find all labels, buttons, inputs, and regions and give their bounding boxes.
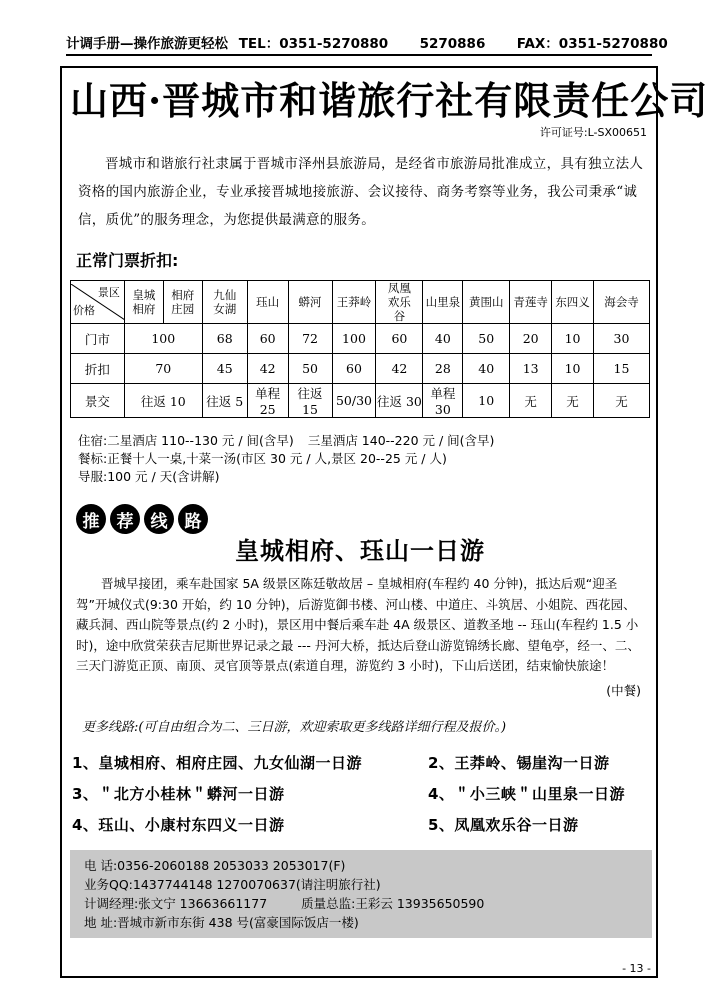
table-cell: 68 — [202, 324, 247, 354]
col-header: 王莽岭 — [332, 281, 376, 324]
col-header: 青莲寺 — [510, 281, 552, 324]
row-label: 门市 — [71, 324, 125, 354]
more-routes-intro: 更多线路:(可自由组合为二、三日游，欢迎索取更多线路详细行程及报价。) — [82, 720, 507, 735]
col-header: 珏山 — [247, 281, 288, 324]
recommend-badges — [76, 504, 208, 534]
meal-standard: 餐标:正餐十人一桌,十菜一汤(市区 30 元 / 人,景区 20--25 元 / 人) — [78, 451, 447, 466]
table-cell: 60 — [332, 354, 376, 384]
table-cell: 10 — [552, 354, 594, 384]
table-cell: 40 — [423, 324, 463, 354]
table-cell: 50/30 — [332, 384, 376, 418]
tel-2: 5270886 — [419, 36, 486, 52]
contact-box — [70, 850, 652, 938]
page-number: - 13 - — [622, 962, 651, 975]
recommend-badge: 荐 — [110, 504, 140, 534]
table-row — [71, 324, 650, 354]
tel-1: 0351-5270880 — [279, 36, 389, 52]
service-info — [78, 432, 494, 486]
table-cell: 100 — [332, 324, 376, 354]
table-cell: 100 — [124, 324, 202, 354]
meal-note: (中餐) — [606, 683, 641, 698]
table-cell: 60 — [247, 324, 288, 354]
guide-service: 导服:100 元 / 天(含讲解) — [78, 469, 220, 484]
col-header: 东四义 — [552, 281, 594, 324]
table-cell: 无 — [510, 384, 552, 418]
route-item: 4、珏山、小康村东四义一日游 — [72, 816, 285, 834]
lodging-3star: 三星酒店 140--220 元 / 间(含早) — [307, 433, 495, 448]
table-cell: 10 — [552, 324, 594, 354]
table-cell: 单程 25 — [247, 384, 288, 418]
contact-address: 地 址:晋城市新市东街 438 号(富豪国际饭店一楼) — [84, 915, 359, 930]
table-cell: 50 — [463, 324, 510, 354]
table-cell: 72 — [288, 324, 332, 354]
table-cell: 42 — [247, 354, 288, 384]
header-slogan: 计调手册—操作旅游更轻松 — [66, 36, 228, 52]
header-bar — [66, 34, 668, 56]
table-cell: 30 — [594, 324, 650, 354]
col-header: 山里泉 — [423, 281, 463, 324]
fax-label: FAX： — [516, 36, 559, 52]
col-header: 海会寺 — [594, 281, 650, 324]
table-cell: 50 — [288, 354, 332, 384]
table-cell: 42 — [376, 354, 423, 384]
contact-phone: 电 话:0356-2060188 2053033 2053017(F) — [84, 858, 346, 873]
table-cell: 往返 5 — [202, 384, 247, 418]
lodging-2star: 住宿:二星酒店 110--130 元 / 间(含早) — [78, 433, 294, 448]
row-label: 折扣 — [71, 354, 125, 384]
contact-manager: 计调经理:张文宁 13663661177 — [84, 896, 268, 911]
table-cell: 45 — [202, 354, 247, 384]
table-cell: 往返 10 — [124, 384, 202, 418]
table-cell: 60 — [376, 324, 423, 354]
table-cell: 10 — [463, 384, 510, 418]
table-cell: 28 — [423, 354, 463, 384]
table-cell: 20 — [510, 324, 552, 354]
ticket-price-table — [70, 280, 650, 418]
table-cell: 往返 15 — [288, 384, 332, 418]
company-name: 山西·晋城市和谐旅行社有限责任公司 — [70, 78, 709, 123]
col-header: 相府庄园 — [163, 281, 202, 324]
corner-top-label: 景区 — [97, 286, 120, 299]
route-item: 5、凤凰欢乐谷一日游 — [428, 816, 579, 834]
contact-qq: 业务QQ:1437744148 1270070637(请注明旅行社) — [84, 877, 381, 892]
recommend-badge: 路 — [178, 504, 208, 534]
route-title: 皇城相府、珏山一日游 — [235, 537, 485, 565]
license-number: 许可证号:L-SX00651 — [539, 126, 647, 139]
table-cell: 15 — [594, 354, 650, 384]
contact-quality: 质量总监:王彩云 13935650590 — [301, 896, 485, 911]
route-item: 3、＂北方小桂林＂蟒河一日游 — [72, 785, 285, 803]
col-header: 九仙女湖 — [202, 281, 247, 324]
col-header: 凤凰欢乐谷 — [376, 281, 423, 324]
route-item: 4、＂小三峡＂山里泉一日游 — [428, 785, 625, 803]
route-item: 1、皇城相府、相府庄园、九女仙湖一日游 — [72, 754, 362, 772]
col-header: 蟒河 — [288, 281, 332, 324]
table-row — [71, 354, 650, 384]
table-cell: 70 — [124, 354, 202, 384]
col-header: 黄围山 — [463, 281, 510, 324]
recommend-badge: 推 — [76, 504, 106, 534]
table-cell: 单程 30 — [423, 384, 463, 418]
company-intro: 晋城市和谐旅行社隶属于晋城市泽州县旅游局，是经省市旅游局批准成立，具有独立法人资格的国内旅游企业，专业承接晋城地接旅游、会议接待、商务考察等业务，我公司秉承“诚信，质优”的服务理念，为您提供最满意的服务。 — [78, 156, 644, 228]
table-row — [71, 384, 650, 418]
table-cell: 13 — [510, 354, 552, 384]
table-cell: 40 — [463, 354, 510, 384]
fax-number: 0351-5270880 — [558, 36, 668, 52]
table-header-row — [71, 281, 650, 324]
tel-label: TEL： — [238, 36, 280, 52]
table-corner-cell — [71, 281, 125, 324]
table-cell: 往返 30 — [376, 384, 423, 418]
corner-bottom-label: 价格 — [73, 304, 95, 317]
route-description: 晋城早接团，乘车赴国家 5A 级景区陈廷敬故居 – 皇城相府(车程约 40 分钟)，抵达后观“迎圣驾”开城仪式(9:30 开始，约 10 分钟)，后游览御书楼、河山楼、中道庄、斗筑居、小姐院、西花园、藏兵洞、西山院等景点(约 2 小时)，景区用中餐后乘车赴 4A 级景区、道教圣地 -- 珏山(车程约 1.5 小时)，途中欣赏荣获吉尼斯世界记录之最 --- 丹河大桥，抵达后登山游览锦绣长廊、望龟亭，经一、二、三天门游览正顶、南顶、灵官顶等景点(索道自理，游览约 3 小时)，下山后送团，结束愉快旅途！ — [76, 576, 640, 673]
col-header: 皇城相府 — [124, 281, 163, 324]
ticket-section-title: 正常门票折扣: — [76, 251, 179, 270]
table-cell: 无 — [594, 384, 650, 418]
route-item: 2、王莽岭、锡崖沟一日游 — [428, 754, 610, 772]
recommend-badge: 线 — [144, 504, 174, 534]
row-label: 景交 — [71, 384, 125, 418]
table-cell: 无 — [552, 384, 594, 418]
